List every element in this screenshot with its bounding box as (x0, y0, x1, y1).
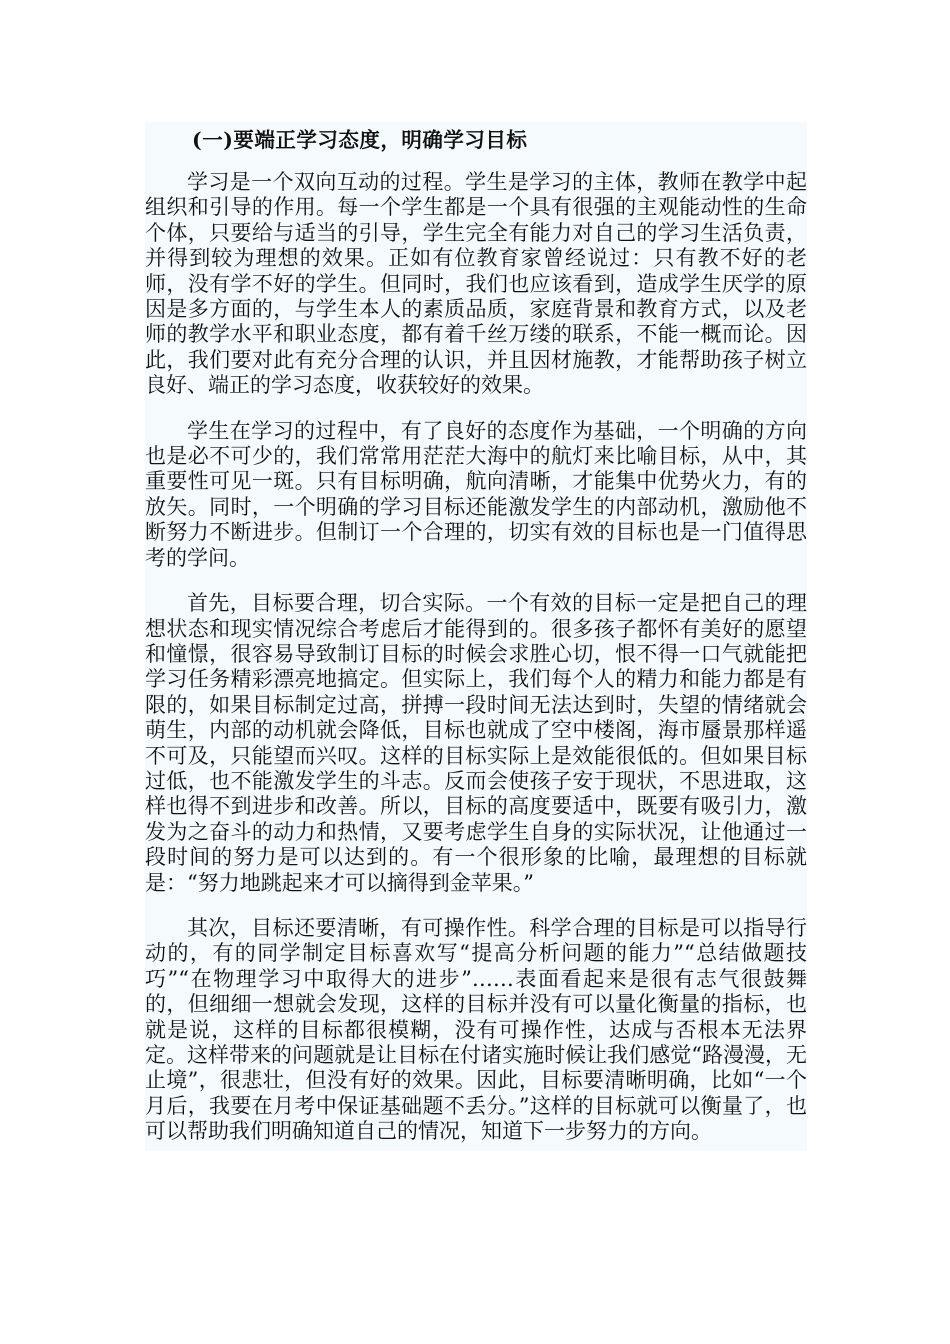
section-heading: (一)要端正学习态度，明确学习目标 (192, 128, 528, 152)
paragraph-learning-direction: 学生在学习的过程中，有了良好的态度作为基础，一个明确的方向也是必不可少的，我们常常用茫茫大海中的航灯来比喻目标，从中，其重要性可见一斑。只有目标明确，航向清晰，才能集中优势火力，有的放矢。同时，一个明确的学习目标还能激发学生的内部动机，激励他不断努力不断进步。但制订一个合理的，切实有效的目标也是一门值得思考的学问。 (145, 418, 807, 570)
paragraph-clear-goal: 其次，目标还要清晰，有可操作性。科学合理的目标是可以指导行动的，有的同学制定目标喜欢写“提高分析问题的能力”“总结做题技巧”“在物理学习中取得大的进步”……表面看起来是很有志气很鼓舞的，但细细一想就会发现，这样的目标并没有可以量化衡量的指标，也就是说，这样的目标都很模糊，没有可操作性，达成与否根本无法界定。这样带来的问题就是让目标在付诸实施时候让我们感觉“路漫漫，无止境”，很悲壮，但没有好的效果。因此，目标要清晰明确，比如“一个月后，我要在月考中保证基础题不丢分。”这样的目标就可以衡量了，也可以帮助我们明确知道自己的情况，知道下一步努力的方向。 (145, 915, 807, 1144)
paragraph-learning-attitude: 学习是一个双向互动的过程。学生是学习的主体，教师在教学中起组织和引导的作用。每一个学生都是一个具有很强的主观能动性的生命个体，只要给与适当的引导，学生完全有能力对自己的学习生活负责，并得到较为理想的效果。正如有位教育家曾经说过：只有教不好的老师，没有学不好的学生。但同时，我们也应该看到，造成学生厌学的原因是多方面的，与学生本人的素质品质，家庭背景和教育方式，以及老师的教学水平和职业态度，都有着千丝万缕的联系，不能一概而论。因此，我们要对此有充分合理的认识，并且因材施教，才能帮助孩子树立良好、端正的学习态度，收获较好的效果。 (145, 170, 807, 398)
article-section (145, 122, 807, 1151)
paragraph-reasonable-goal: 首先，目标要合理，切合实际。一个有效的目标一定是把自己的理想状态和现实情况综合考虑后才能得到的。很多孩子都怀有美好的愿望和憧憬，很容易导致制订目标的时候会求胜心切，恨不得一口气就能把学习任务精彩漂亮地搞定。但实际上，我们每个人的精力和能力都是有限的，如果目标制定过高，拼搏一段时间无法达到时，失望的情绪就会萌生，内部的动机就会降低，目标也就成了空中楼阁，海市蜃景那样遥不可及，只能望而兴叹。这样的目标实际上是效能很低的。但如果目标过低，也不能激发学生的斗志。反而会使孩子安于现状，不思进取，这样也得不到进步和改善。所以，目标的高度要适中，既要有吸引力，激发为之奋斗的动力和热情，又要考虑学生自身的实际状况，让他通过一段时间的努力是可以达到的。有一个很形象的比喻，最理想的目标就是：“努力地跳起来才可以摘得到金苹果。” (145, 591, 807, 895)
